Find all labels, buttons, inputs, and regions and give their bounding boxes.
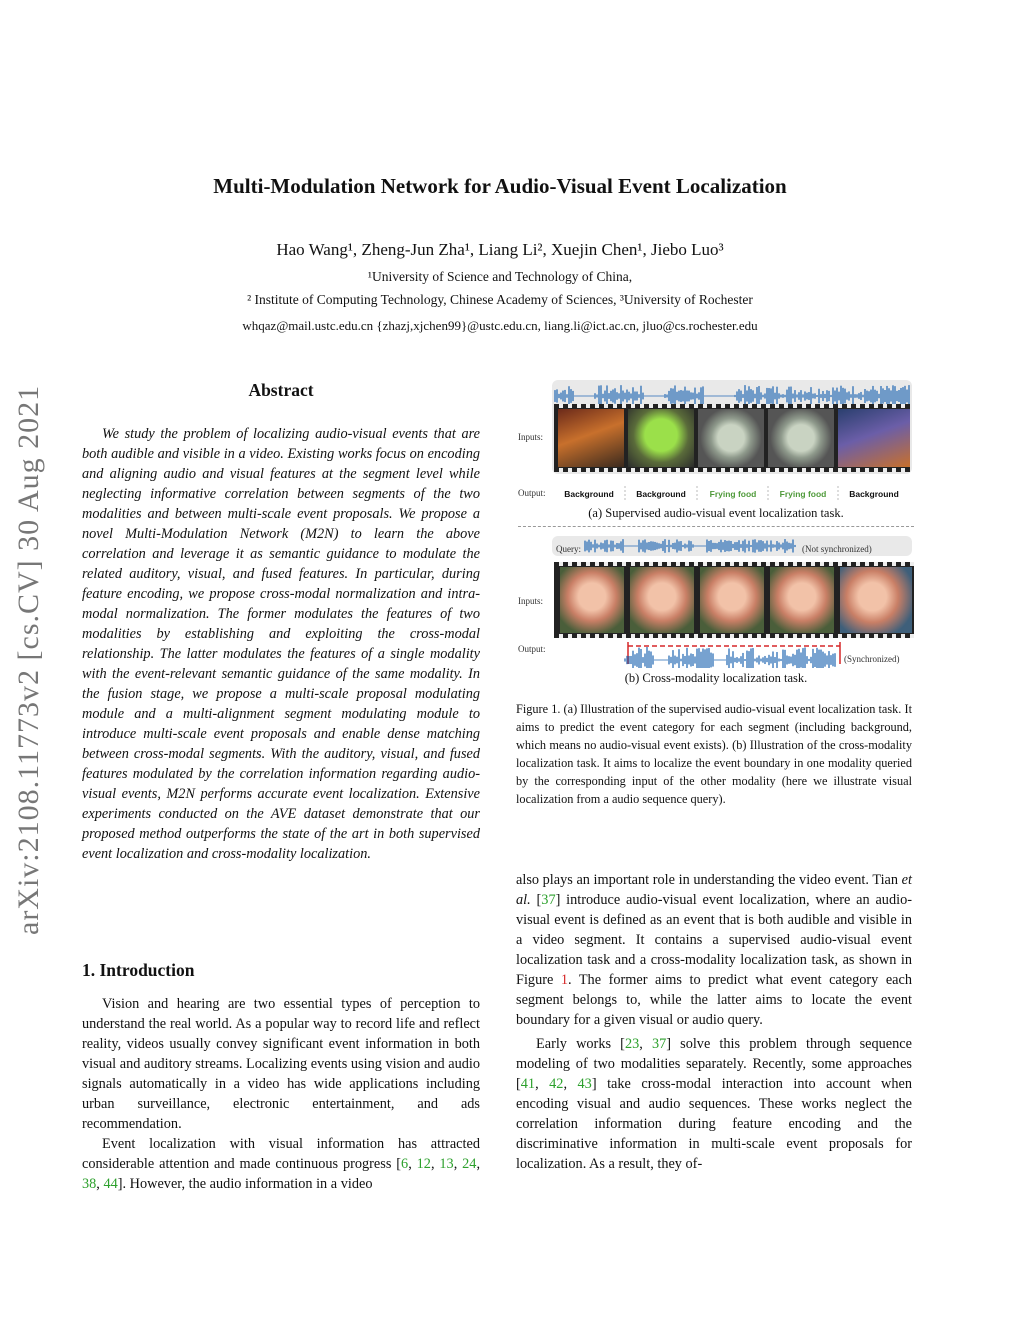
right-column-body — [516, 870, 912, 1174]
query-waveform — [584, 538, 810, 554]
localized-boundary — [624, 640, 844, 668]
not-synchronized-label: (Not synchronized) — [802, 544, 872, 554]
citation-link[interactable]: 12 — [416, 1156, 431, 1172]
panel-a-caption: (a) Supervised audio-visual event localization task. — [588, 506, 844, 520]
figure-1-caption: Figure 1. (a) Illustration of the supervised audio-visual event localization task. It aims to predict the event category for each segment (including background, which means no audio-visual event exists). (b) Illustration of the cross-modality localization task. It aims to localize the event boundary in one modality queried by the corresponding input of the other modality (here we illustrate visual localization from a audio sequence query). — [516, 702, 912, 806]
frame-thumbnail — [696, 409, 764, 467]
citation-link[interactable]: 37 — [651, 1036, 667, 1052]
inputs-label-b: Inputs: — [518, 596, 544, 606]
affiliation-2: ² Institute of Computing Technology, Chinese Academy of Sciences, ³University of Rochester — [247, 292, 753, 307]
panel-b-caption: (b) Cross-modality localization task. — [624, 671, 808, 685]
output-tag: Frying food — [709, 489, 757, 499]
panel-divider — [518, 526, 914, 527]
citation-link[interactable]: 42 — [549, 1076, 564, 1092]
abstract-text: We study the problem of localizing audio-visual events that are both audible and visible in a video. Existing works focus on encoding and aligning audio and visual features at the segment level while neglecting informative correlation between segments of the two modalities and between multi-scale event proposals. We propose a novel Multi-Modulation Network (M2N) to learn the above correlation and leverage it as semantic guidance to modulate the related auditory, visual, and fused features. In particular, during feature encoding, we propose cross-modal normalization and intra-modal normalization. The former modulates the features of two modalities by establishing and exploiting the cross-modal relationship. The latter modulates the features of a single modality with the event-relevant semantic guidance of the same modality. In the fusion stage, we propose a multi-scale proposal modulating module and a multi-alignment segment modulating module to introduce multi-scale event proposals and enable dense matching between cross-modal segments. With the auditory, visual, and fused features modulated by the correlation information regarding audio-visual events, M2N performs accurate event localization. Extensive experiments conducted on the AVE dataset demonstrate that our proposed method outperforms the state of the art in both supervised event localization and cross-modality localization. — [82, 426, 480, 862]
author-emails: whqaz@mail.ustc.edu.cn {zhazj,xjchen99}@ustc.edu.cn, liang.li@ict.ac.cn, jluo@cs.rochester.edu — [242, 318, 758, 333]
output-separators — [554, 486, 910, 500]
frame-thumbnail — [698, 567, 764, 633]
figure-1 — [518, 378, 914, 690]
citation-link[interactable]: 23 — [624, 1036, 640, 1052]
synchronized-label: (Synchronized) — [844, 654, 900, 664]
output-label-b: Output: — [518, 644, 546, 654]
abstract-heading: Abstract — [248, 380, 314, 400]
citation-link[interactable]: 6 — [401, 1156, 409, 1172]
video-filmstrip-b — [554, 562, 914, 638]
citation-link[interactable]: 13 — [439, 1156, 454, 1172]
frame-thumbnail — [836, 409, 910, 467]
output-tag: Background — [636, 489, 686, 499]
output-tag: Frying food — [779, 489, 827, 499]
arxiv-stamp: arXiv:2108.11773v2 [cs.CV] 30 Aug 2021 — [12, 384, 45, 935]
frame-thumbnail — [766, 409, 834, 467]
author-list: Hao Wang¹, Zheng-Jun Zha¹, Liang Li², Xuejin Chen¹, Jiebo Luo³ — [276, 240, 724, 259]
citation-link[interactable]: 43 — [577, 1076, 592, 1092]
intro-paragraph-1: Vision and hearing are two essential types of perception to understand the real world. As a popular way to record life and reflect reality, videos usually convey significant event information in both visual and auditory streams. Localizing events using vision and audio signals automatically in a video has wide applications including urban surveillance, electronic entertainment, and ads recommendation. — [82, 996, 480, 1132]
right-paragraph-2: Early works [23, 37] solve this problem through sequence modeling of two modalities separately. Recently, some approaches [41, 42, 43] take cross-modal interaction into account when encoding visual and audio sequences. These works neglect the correlation information during feature encoding and the discriminative information in multi-scale event proposals for localization. As a result, they of- — [516, 1036, 913, 1172]
video-filmstrip-a — [554, 404, 910, 472]
query-label: Query: — [556, 544, 581, 554]
frame-thumbnail — [628, 567, 694, 633]
citation-link[interactable]: 37 — [541, 892, 556, 908]
figure-link[interactable]: 1 — [560, 972, 568, 988]
citation-link[interactable]: 41 — [520, 1076, 536, 1092]
intro-paragraph-2: Event localization with visual information has attracted considerable attention and made continuous progress [6, 12, 13, 24, 38, 44]. However, the audio information in a video — [82, 1136, 481, 1192]
affiliation-1: ¹University of Science and Technology of China, — [367, 269, 633, 284]
introduction-body — [82, 994, 480, 1194]
right-paragraph-1: also plays an important role in understanding the video event. Tian et al. [37] introduce audio-visual event localization, where an audio-visual event is defined as an event that is both audible and visible in a video segment. It contains a supervised audio-visual event localization task and a cross-modality localization task, as shown in Figure 1. The former aims to predict what event category each segment belongs to, while the latter aims to locate the event boundary for a given visual or audio query. — [516, 872, 913, 1028]
frame-thumbnail — [768, 567, 834, 633]
section-introduction-heading: 1. Introduction — [82, 960, 195, 980]
inputs-label-a: Inputs: — [518, 432, 544, 442]
paper-title: Multi-Modulation Network for Audio-Visual Event Localization — [213, 174, 787, 198]
output-label-a: Output: — [518, 488, 546, 498]
frame-thumbnail — [558, 567, 624, 633]
frame-thumbnail — [556, 409, 624, 467]
citation-link[interactable]: 38 — [82, 1176, 97, 1192]
frame-thumbnail — [838, 567, 912, 633]
frame-thumbnail — [626, 409, 694, 467]
output-tag: Background — [564, 489, 614, 499]
citation-link[interactable]: 24 — [462, 1156, 477, 1172]
citation-link[interactable]: 44 — [103, 1176, 118, 1192]
output-tag: Background — [849, 489, 899, 499]
